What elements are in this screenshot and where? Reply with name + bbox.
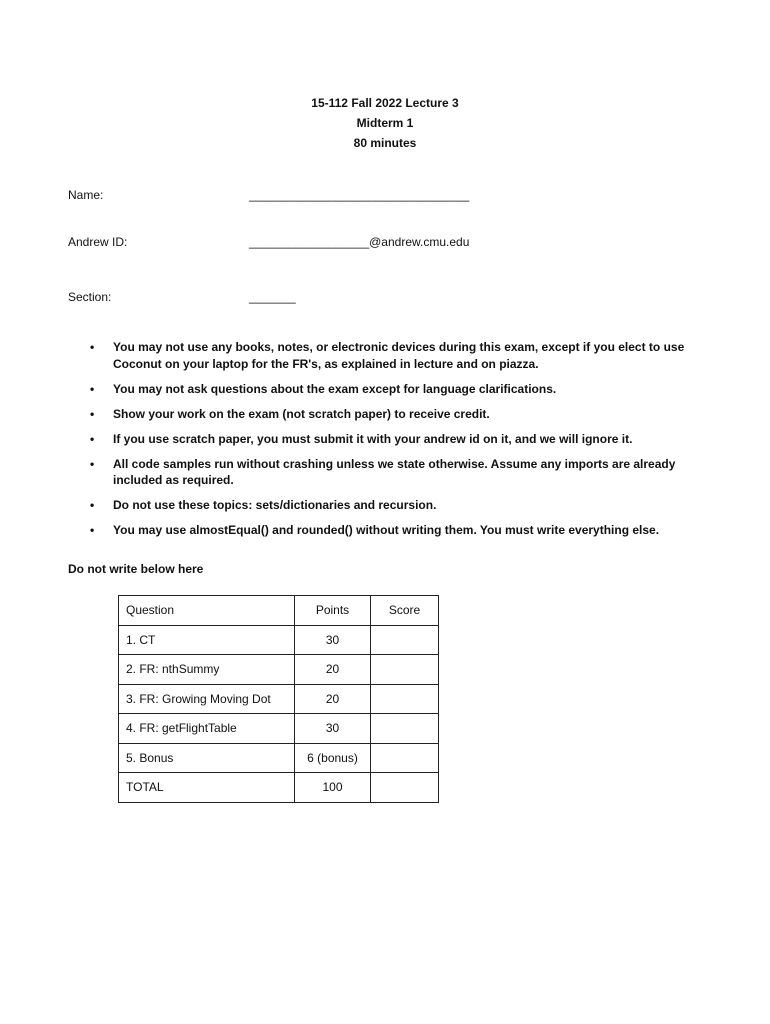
question-cell: 2. FR: nthSummy [119,655,295,685]
rule-item [90,456,700,489]
name-field[interactable]: _________________________________ [249,188,470,202]
table-row [119,714,439,744]
question-header: Question [119,596,295,626]
score-table [118,595,439,803]
andrew-id-label: Andrew ID: [68,235,128,249]
rule-text: You may use almostEqual() and rounded() without writing them. You must write everything else. [113,523,660,537]
rule-text: All code samples run without crashing unless we state otherwise. Assume any imports are already included as required. [113,456,676,487]
points-cell: 20 [295,655,371,685]
score-header: Score [371,596,439,626]
rule-text: Do not use these topics: sets/dictionaries and recursion. [113,498,437,512]
points-header: Points [295,596,371,626]
bullet-icon: • [90,431,95,446]
question-cell: 3. FR: Growing Moving Dot [119,684,295,714]
rule-item [90,339,700,372]
question-cell: 4. FR: getFlightTable [119,714,295,744]
exam-header [0,93,770,153]
rule-item [90,522,700,539]
total-score-cell[interactable] [371,773,439,803]
exam-rules-list [90,339,700,547]
score-cell[interactable] [371,625,439,655]
rule-text: You may not use any books, notes, or electronic devices during this exam, except if you elect to use Coconut on your laptop for the FR's, as explained in lecture and on piazza. [113,340,685,371]
score-cell[interactable] [371,684,439,714]
rule-item [90,381,700,398]
rule-item [90,406,700,423]
total-points-cell: 100 [295,773,371,803]
table-total-row [119,773,439,803]
section-label: Section: [68,290,112,304]
bullet-icon: • [90,406,95,421]
exam-title: Midterm 1 [356,116,414,130]
total-label-cell: TOTAL [119,773,295,803]
bullet-icon: • [90,340,95,354]
bullet-icon: • [90,498,95,512]
rule-item [90,431,700,448]
bullet-icon: • [90,381,95,396]
score-cell[interactable] [371,655,439,685]
table-header-row [119,596,439,626]
course-title: 15-112 Fall 2022 Lecture 3 [311,96,459,110]
andrew-id-field[interactable]: __________________@andrew.cmu.edu [249,235,470,249]
section-field[interactable]: _______ [249,290,296,304]
do-not-write-note: Do not write below here [68,562,204,576]
rule-text: Show your work on the exam (not scratch paper) to receive credit. [113,406,490,421]
rule-text: If you use scratch paper, you must submit it with your andrew id on it, and we will ignore it. [113,431,633,446]
score-cell[interactable] [371,743,439,773]
question-cell: 1. CT [119,625,295,655]
table-row [119,655,439,685]
points-cell: 30 [295,714,371,744]
bullet-icon: • [90,456,95,471]
points-cell: 6 (bonus) [295,743,371,773]
rule-item [90,497,700,514]
points-cell: 20 [295,684,371,714]
name-label: Name: [68,188,104,202]
question-cell: 5. Bonus [119,743,295,773]
score-cell[interactable] [371,714,439,744]
table-row [119,743,439,773]
table-row [119,625,439,655]
rule-text: You may not ask questions about the exam except for language clarifications. [113,381,557,396]
table-row [119,684,439,714]
exam-duration: 80 minutes [353,136,417,150]
bullet-icon: • [90,523,95,537]
points-cell: 30 [295,625,371,655]
